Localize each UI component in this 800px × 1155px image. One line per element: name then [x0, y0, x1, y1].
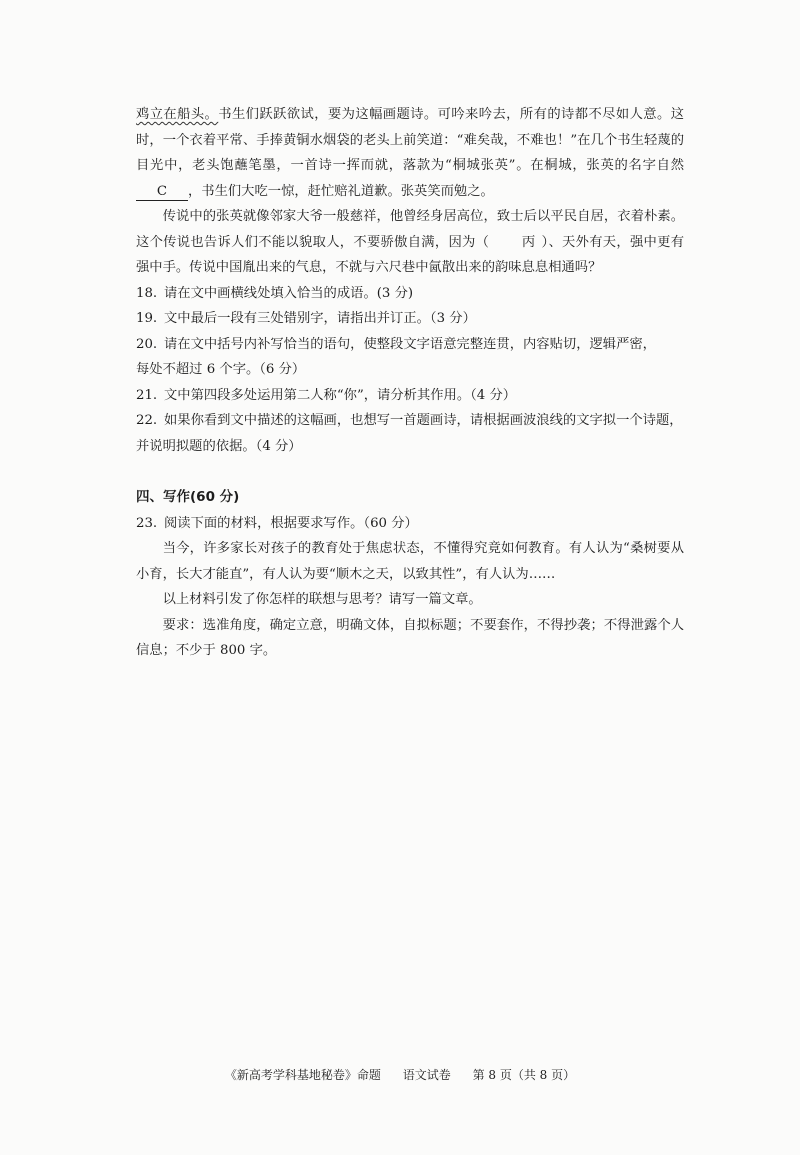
question-20-continuation: 每处不超过 6 个字。（6 分）: [136, 362, 306, 377]
question-18: [136, 281, 684, 307]
answer-blank: C: [136, 183, 188, 201]
passage-paragraph-1: [136, 102, 684, 204]
passage-text: ）、天外有天，强中更有强中手。传说中国胤出来的气息，不就与六尺巷中氤散出来的韵味息息相通吗？: [136, 234, 685, 275]
passage-paragraph-2: [136, 204, 684, 281]
page-footer: [0, 1066, 800, 1083]
question-number: 22.: [136, 413, 158, 428]
footer-subject: 语文试卷: [402, 1068, 451, 1082]
page-content: [136, 102, 684, 664]
question-number: 23.: [136, 515, 158, 531]
question-19: [136, 306, 684, 332]
question-text: 如果你看到文中描述的这幅画，也想写一首题画诗，请根据画波浪线的文字拟一个诗题，: [164, 413, 683, 428]
question-23: [136, 511, 684, 537]
question-number: 19.: [136, 311, 158, 326]
footer-page-number: 第 8 页（共 8 页）: [472, 1068, 576, 1082]
question-number: 18.: [136, 285, 158, 301]
question-text: 文中第四段多处运用第二人称“你”，请分析其作用。（4 分）: [164, 387, 517, 403]
writing-prompt: 以上材料引发了你怎样的联想与思考？请写一篇文章。: [162, 592, 482, 607]
question-text: 请在文中括号内补写恰当的语句，使整段文字语意完整连贯，内容贴切，逻辑严密，: [164, 336, 656, 352]
section-heading: 四、写作(60 分): [136, 489, 240, 505]
question-number: 20.: [136, 336, 158, 352]
question-text: 请在文中画横线处填入恰当的成语。(3 分): [164, 285, 414, 301]
question-21: [136, 383, 684, 409]
passage-text: ，书生们大吃一惊，赶忙赔礼道歉。张英笑而勉之。: [188, 183, 494, 199]
question-22-continuation: 并说明拟题的依据。（4 分）: [136, 438, 302, 454]
question-text: 阅读下面的材料，根据要求写作。（60 分）: [164, 515, 418, 531]
writing-material: 当今，许多家长对孩子的教育处于焦虑状态，不懂得究竟如何教育。有人认为“桑树要从小育，长大才能直”，有人认为要“顺木之天，以致其性”，有人认为……: [136, 541, 684, 582]
question-22: [136, 408, 684, 434]
passage-text: 书生们跃跃欲试，要为这幅画题诗。可吟来吟去，所有的诗都不尽如人意。这时，一个衣着平常、手捧黄铜水烟袋的老头上前笑道：“难矣哉，不难也！”在几个书生轻蔑的目光中，老头饱蘸笔墨，一首诗一挥而就，落款为“桐城张英”。在桐城，张英的名字自然: [136, 107, 685, 173]
footer-source: 《新高考学科基地秘卷》命题: [224, 1068, 381, 1082]
question-20: [136, 332, 684, 358]
question-text: 文中最后一段有三处错别字，请指出并订正。（3 分）: [164, 311, 476, 326]
wavy-underlined-text: 鸡立在船头。: [136, 107, 219, 122]
question-number: 21.: [136, 387, 158, 403]
passage-text: 传说中的张英就像邻家大爷一般慈祥，他曾经身居高位，致士后以平民自居，衣着朴素。这个传说也告诉人们不能以貌取人，不要骄傲自满，因为（: [136, 209, 684, 250]
writing-requirements: 要求：选准角度，确定立意，明确文体，自拟标题；不要套作，不得抄袭；不得泄露个人信息；不少于 800 字。: [136, 617, 684, 658]
answer-paren: 丙: [521, 234, 536, 250]
